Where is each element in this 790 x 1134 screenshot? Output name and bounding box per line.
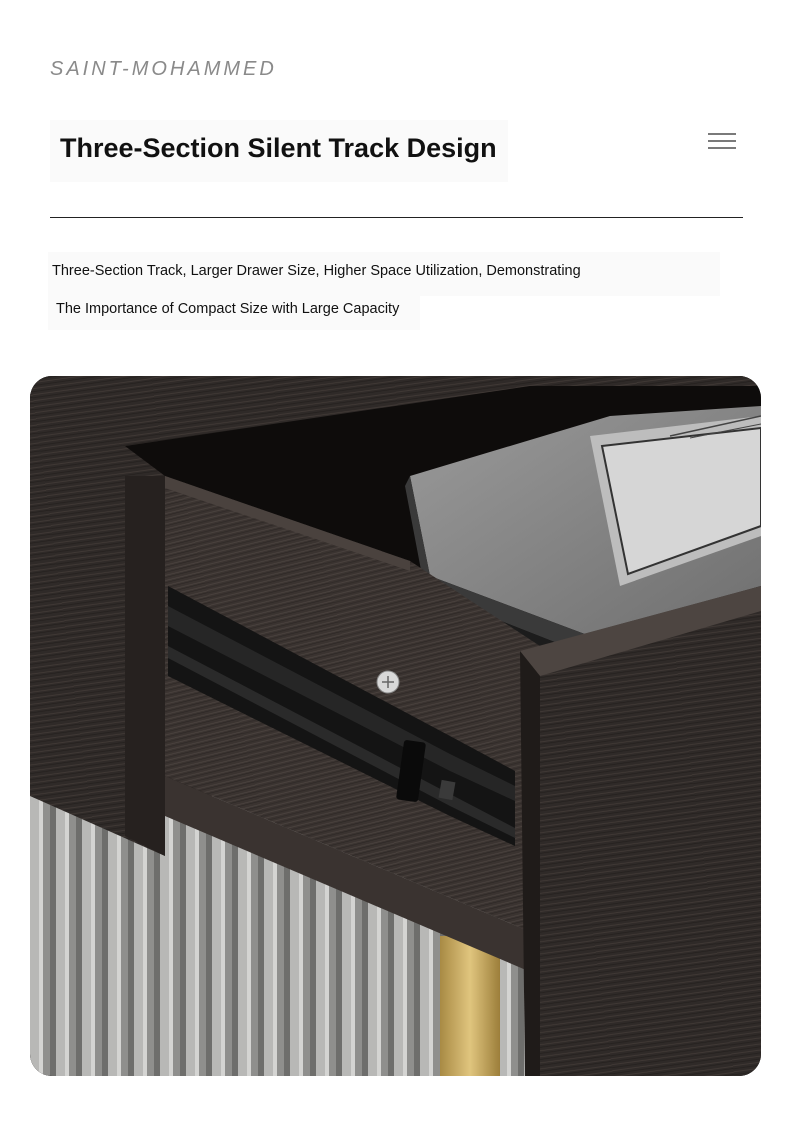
- menu-icon-bar: [708, 147, 736, 149]
- description-line-1: Three-Section Track, Larger Drawer Size, Higher Space Utilization, Demonstrating: [52, 263, 581, 279]
- page-title: Three-Section Silent Track Design: [60, 133, 497, 163]
- header-divider: [50, 217, 743, 218]
- drawer-illustration: [30, 376, 761, 1076]
- title-banner: [50, 120, 508, 182]
- menu-icon[interactable]: [708, 133, 736, 150]
- product-photo: [30, 376, 761, 1076]
- menu-icon-bar: [708, 140, 736, 142]
- description-line-2: The Importance of Compact Size with Large Capacity: [56, 301, 400, 317]
- brand-name: SAINT-MOHAMMED: [50, 58, 277, 80]
- menu-icon-bar: [708, 133, 736, 135]
